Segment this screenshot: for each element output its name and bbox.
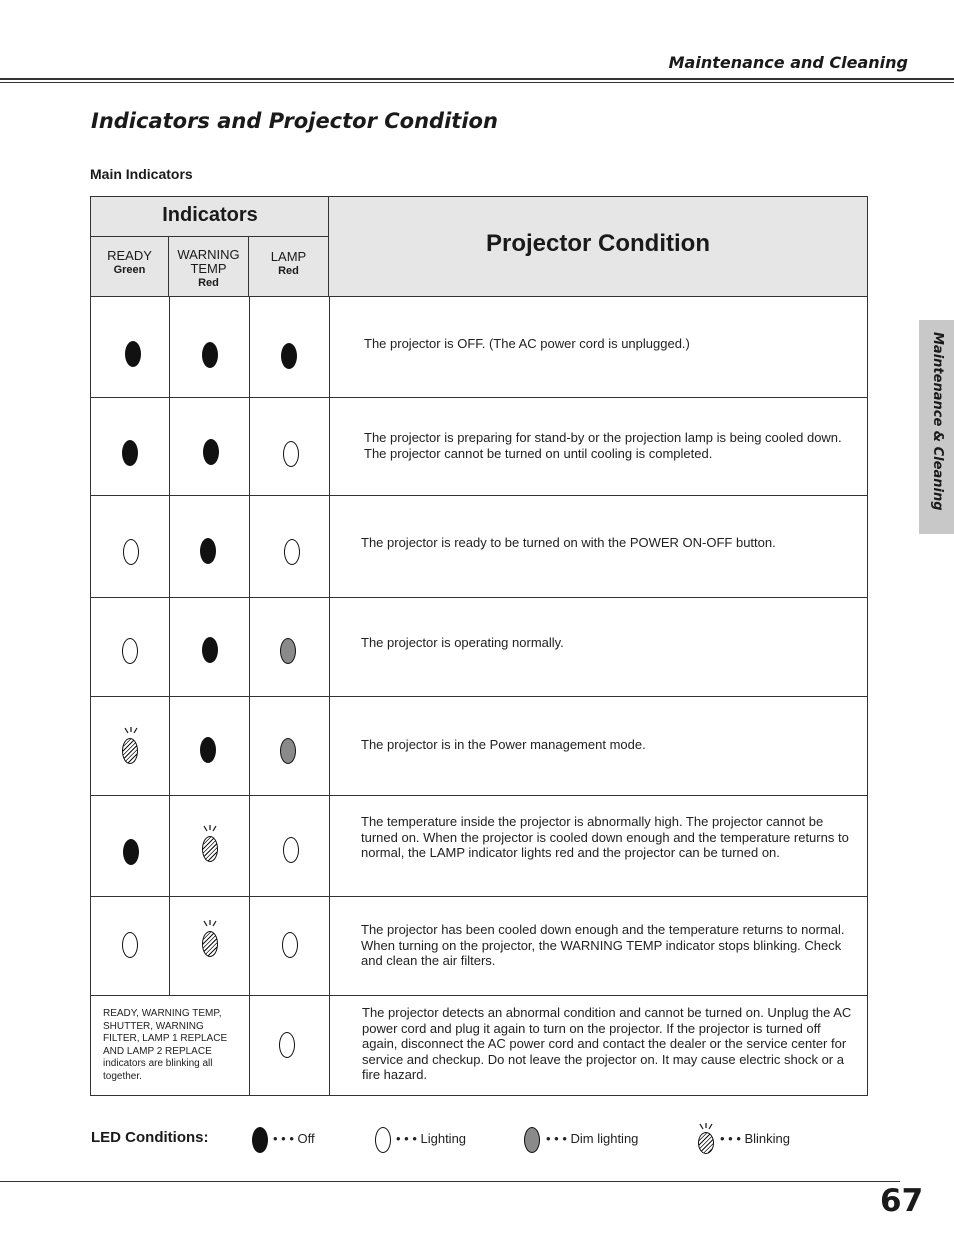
lamp-led-dim-icon	[280, 738, 296, 764]
column-header-warning-temp	[169, 237, 249, 297]
grid-line	[169, 297, 170, 996]
legend-dim-icon	[524, 1127, 540, 1153]
lamp-led-lighting-icon	[282, 932, 298, 958]
footer-rule	[0, 1181, 900, 1182]
ready-led-lighting-icon	[122, 638, 138, 664]
grid-line	[91, 397, 867, 398]
lamp-led-lighting-icon	[284, 539, 300, 565]
legend-lighting-icon	[375, 1127, 391, 1153]
lamp-led-off-icon	[281, 343, 297, 369]
header-rule-thin	[0, 82, 954, 83]
condition-text: The projector detects an abnormal condition and cannot be turned on. Unplug the AC power cord and plug it again to turn on the projector. If the projector is turned off again, disconnect the AC power cord and contact the dealer or the service center for service and checkup. Do not leave the projector on. It may cause electric shock or a fire hazard.	[362, 1005, 852, 1082]
legend-blinking-label: • • • Blinking	[720, 1131, 791, 1146]
lamp-led-lighting-icon	[283, 837, 299, 863]
blink-rays-icon	[121, 727, 141, 735]
legend-off-label: • • • Off	[273, 1131, 315, 1146]
page-heading: Indicators and Projector Condition	[91, 109, 498, 133]
condition-text: The projector has been cooled down enough and the temperature returns to normal. When turning on the projector, the WARNING TEMP indicator stops blinking. Check and clean the air filters.	[361, 922, 845, 968]
blink-rays-icon	[696, 1123, 716, 1131]
lamp-led-lighting-icon	[283, 441, 299, 467]
column-color: Red	[198, 277, 219, 289]
page-number: 67	[880, 1183, 924, 1219]
grid-line	[91, 696, 867, 697]
blink-all-note: READY, WARNING TEMP, SHUTTER, WARNING FILTER, LAMP 1 REPLACE AND LAMP 2 REPLACE indicators are blinking all together.	[103, 1008, 228, 1082]
ready-led-off-icon	[125, 341, 141, 367]
legend-lighting-label: • • • Lighting	[396, 1131, 467, 1146]
column-name: WARNING TEMP	[177, 247, 240, 276]
column-color: Green	[113, 264, 146, 276]
grid-line	[91, 896, 867, 897]
indicator-table	[90, 196, 868, 1096]
condition-text: The projector is operating normally.	[361, 635, 564, 650]
column-header-ready	[91, 237, 169, 297]
ready-led-off-icon	[122, 440, 138, 466]
legend-title: LED Conditions:	[91, 1129, 209, 1146]
side-tab-label: Maintenance & Cleaning	[930, 332, 945, 511]
section-title: Maintenance and Cleaning	[668, 53, 908, 72]
header-rule	[0, 78, 954, 80]
warning-led-off-icon	[200, 538, 216, 564]
condition-text: The projector is preparing for stand-by or the projection lamp is being cooled down. The projector cannot be turned on until cooling is completed.	[364, 430, 842, 461]
column-name: LAMP	[270, 249, 307, 264]
ready-led-lighting-icon	[123, 539, 139, 565]
condition-header: Projector Condition	[486, 230, 710, 257]
warning-led-off-icon	[202, 637, 218, 663]
warning-led-blinking-icon	[202, 836, 218, 862]
warning-led-off-icon	[202, 342, 218, 368]
warning-led-off-icon	[203, 439, 219, 465]
side-tab	[919, 320, 954, 534]
ready-led-blinking-icon	[122, 738, 138, 764]
legend-off-icon	[252, 1127, 268, 1153]
column-color: Red	[278, 265, 299, 277]
condition-text: The temperature inside the projector is abnormally high. The projector cannot be turned on. When the projector is cooled down enough and the temperature returns to normal, the LAMP indicator lights red and the projector can be turned on.	[361, 814, 849, 860]
grid-line	[91, 597, 867, 598]
grid-line	[91, 795, 867, 796]
ready-led-lighting-icon	[122, 932, 138, 958]
grid-line	[91, 495, 867, 496]
sub-heading: Main Indicators	[90, 166, 193, 182]
legend-dim-label: • • • Dim lighting	[546, 1131, 639, 1146]
blink-rays-icon	[200, 920, 220, 928]
condition-text: The projector is OFF. (The AC power cord is unplugged.)	[364, 336, 690, 351]
warning-led-blinking-icon	[202, 931, 218, 957]
condition-text: The projector is ready to be turned on with the POWER ON-OFF button.	[361, 535, 776, 550]
warning-led-off-icon	[200, 737, 216, 763]
indicators-header: Indicators	[162, 204, 258, 226]
condition-header-cell	[329, 197, 867, 297]
lamp-led-dim-icon	[280, 638, 296, 664]
indicators-header-cell	[91, 197, 329, 237]
blink-rays-icon	[200, 825, 220, 833]
column-name: READY	[107, 248, 152, 263]
condition-text: The projector is in the Power management mode.	[361, 737, 646, 752]
grid-line	[91, 995, 867, 996]
column-header-lamp	[249, 237, 329, 297]
ready-led-off-icon	[123, 839, 139, 865]
legend-blinking-icon	[698, 1132, 714, 1154]
lamp-led-lighting-icon	[279, 1032, 295, 1058]
